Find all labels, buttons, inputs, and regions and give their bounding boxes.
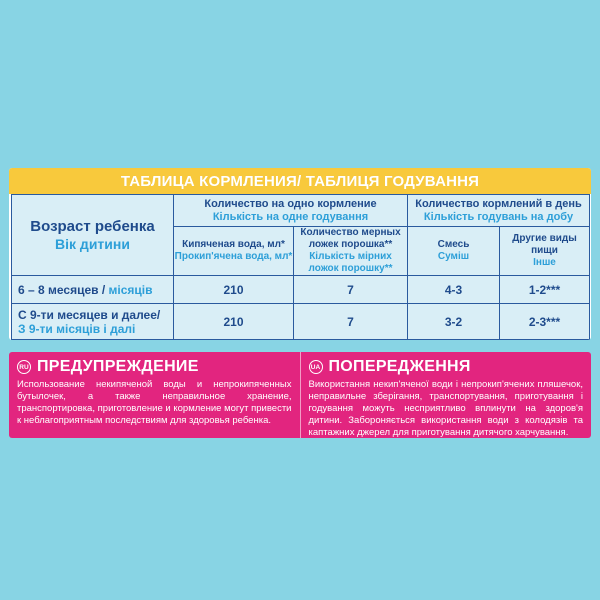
warning-ua-title: ПОПЕРЕДЖЕННЯ: [328, 358, 471, 375]
feeding-table-title: ТАБЛИЦА КОРМЛЕНИЯ/ ТАБЛИЦЯ ГОДУВАННЯ: [9, 168, 591, 194]
warning-ru-text: Использование некипяченой воды и непрокипяченных бутылочек, а также неправильное хранение, транспортировка, приготовление и кормление могут привести к неблагоприятным последствиям для здоровья ребенка.: [17, 379, 292, 426]
row-other-value: 2-3***: [500, 304, 590, 340]
feeding-table: [11, 194, 590, 340]
formula-header-cell: [408, 227, 500, 276]
feeding-table-panel: [9, 168, 591, 340]
per-feeding-header-cell: [174, 195, 408, 227]
warning-ua-text: Використання некип'яченої води і непрокип'ячених пляшечок, неправильне зберігання, транспортування, приготування і годування можуть несприятливо вплинути на здоров'я дитини. Забороняється використання води з колодязів та каптажних джерел для приготування дитячого харчування.: [308, 379, 583, 438]
age-header-ru: Возраст ребенка: [30, 217, 155, 235]
age-header-cell: [12, 195, 174, 276]
per-day-header-ua: Кількість годувань на добу: [423, 210, 574, 223]
scoops-header-cell: [294, 227, 408, 276]
row-age-ua: З 9-ти місяців і далі: [18, 321, 136, 336]
ru-badge-icon: RU: [17, 360, 31, 374]
row-other-value: 1-2***: [500, 276, 590, 304]
formula-header-ru: Смесь: [437, 239, 470, 250]
age-header-ua: Вік дитини: [55, 235, 130, 252]
row-scoops-value: 7: [294, 304, 408, 340]
warning-ua: [300, 352, 592, 438]
row-formula-value: 4-3: [408, 276, 500, 304]
water-header-ru: Кипяченая вода, мл*: [182, 239, 285, 250]
warning-ru-header: [17, 358, 292, 376]
row-age-ru: 6 – 8 месяцев /: [18, 282, 106, 297]
scoops-header-ua: Кількість мірних ложок порошку**: [308, 251, 393, 274]
row-formula-value: 3-2: [408, 304, 500, 340]
per-day-header-ru: Количество кормлений в день: [415, 197, 582, 210]
warning-ru-title: ПРЕДУПРЕЖДЕНИЕ: [37, 358, 199, 375]
row-scoops-value: 7: [294, 276, 408, 304]
table-row: [12, 276, 590, 304]
formula-header-ua: Суміш: [437, 251, 470, 262]
per-feeding-header-ua: Кількість на одне годування: [212, 210, 369, 223]
water-header-ua: Прокип'ячена вода, мл*: [174, 251, 293, 262]
other-header-ua: Інше: [533, 257, 556, 268]
water-header-cell: [174, 227, 294, 276]
other-header-ru: Другие виды пищи: [512, 233, 577, 256]
row-age-cell: [12, 276, 174, 304]
per-feeding-header-ru: Количество на одно кормление: [204, 197, 377, 210]
warning-panel: [9, 352, 591, 438]
per-day-header-cell: [408, 195, 590, 227]
row-water-value: 210: [174, 276, 294, 304]
scoops-header-ru: Количество мерных ложек порошка**: [300, 227, 401, 250]
warning-ru: [9, 352, 300, 438]
ua-badge-icon: UA: [309, 360, 323, 374]
table-row: [12, 304, 590, 340]
warning-ua-header: [309, 358, 584, 376]
row-water-value: 210: [174, 304, 294, 340]
row-age-cell: [12, 304, 174, 340]
other-header-cell: [500, 227, 590, 276]
row-age-ua: місяців: [108, 282, 153, 297]
row-age-ru: С 9-ти месяцев и далее/: [18, 307, 161, 322]
